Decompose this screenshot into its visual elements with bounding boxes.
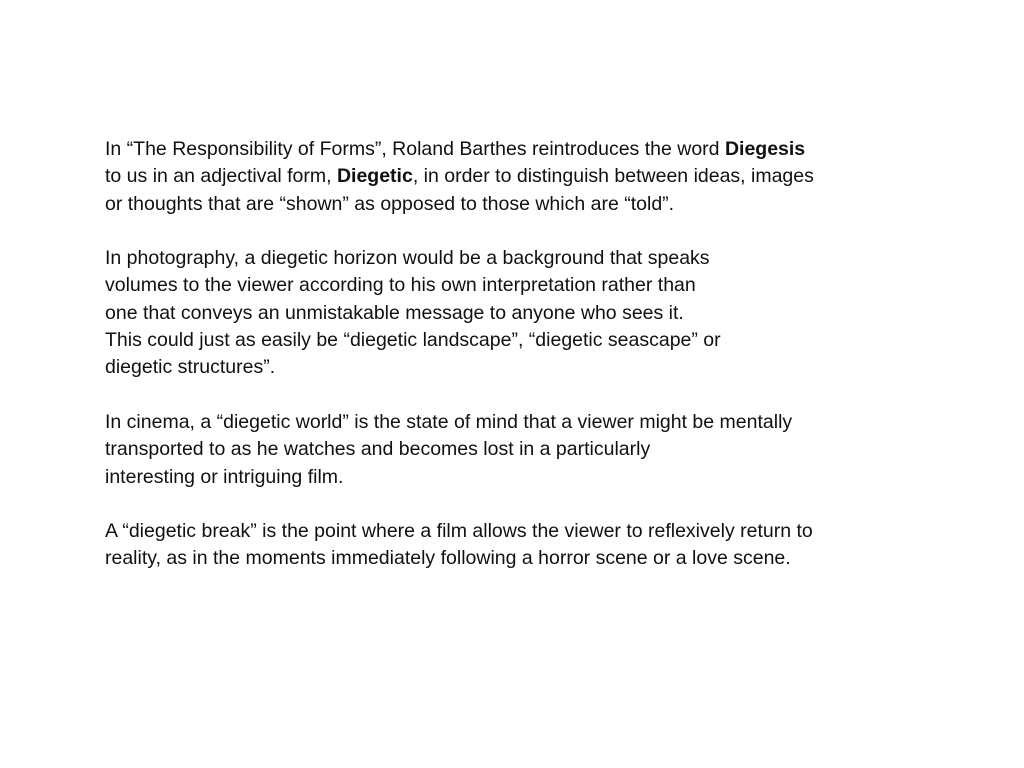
paragraph-diegetic-break bbox=[105, 518, 985, 573]
term-diegesis: Diegesis bbox=[724, 138, 806, 160]
text-line bbox=[105, 163, 985, 190]
text-run: In “The Responsibility of Forms”, Roland Barthes reintroduces the word bbox=[105, 138, 725, 160]
text-run: to us in an adjectival form, bbox=[105, 165, 337, 188]
text-line: volumes to the viewer according to his own interpretation rather than bbox=[105, 274, 696, 297]
text-line: In cinema, a “diegetic world” is the state of mind that a viewer might be mentally bbox=[105, 410, 793, 433]
text-line: In photography, a diegetic horizon would be a background that speaks bbox=[105, 247, 710, 270]
text-line: one that conveys an unmistakable message to anyone who sees it. bbox=[105, 301, 684, 324]
text-line bbox=[105, 136, 985, 163]
text-line: reality, as in the moments immediately following a horror scene or a love scene. bbox=[105, 547, 791, 570]
paragraph-photography bbox=[105, 245, 985, 381]
paragraph-cinema bbox=[105, 409, 985, 491]
text-line: A “diegetic break” is the point where a film allows the viewer to reflexively return to bbox=[105, 520, 813, 543]
text-line: interesting or intriguing film. bbox=[105, 465, 344, 488]
text-line: transported to as he watches and becomes lost in a particularly bbox=[105, 438, 651, 461]
text-line: This could just as easily be “diegetic landscape”, “diegetic seascape” or bbox=[105, 329, 721, 352]
text-line: diegetic structures”. bbox=[105, 356, 276, 379]
term-diegetic: Diegetic bbox=[336, 165, 413, 188]
text-run: , in order to distinguish between ideas, images bbox=[412, 165, 814, 188]
text-line: or thoughts that are “shown” as opposed to those which are “told”. bbox=[105, 192, 675, 215]
paragraph-barthes bbox=[105, 136, 985, 218]
body-text bbox=[105, 136, 985, 600]
